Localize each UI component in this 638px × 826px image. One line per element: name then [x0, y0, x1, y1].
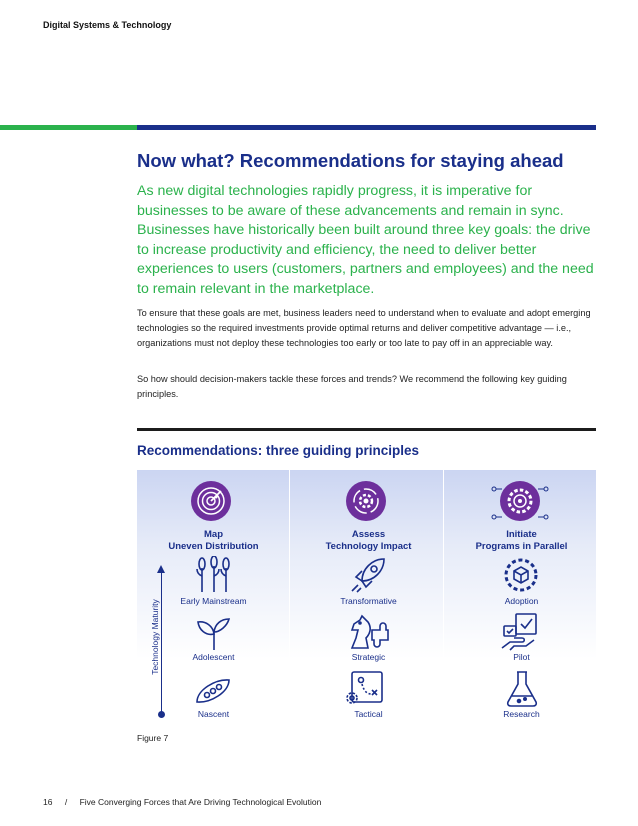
column-heading-assess — [292, 529, 445, 553]
column-heading-map — [137, 529, 290, 553]
body-paragraph-1: To ensure that these goals are met, business leaders need to understand when to evaluate and adopt emerging technologies so the required investments provide optimal returns and deliver competitive advantage — i.e., organizations must not deploy these technologies too early or too late to pay off in an appreciable way. — [137, 308, 591, 348]
page-footer — [43, 797, 321, 807]
rocket-icon — [348, 555, 388, 595]
axis-label: Technology Maturity — [150, 599, 160, 675]
column-heading-initiate — [445, 529, 598, 553]
column-heading-line1: Initiate — [506, 529, 537, 540]
document-title: Five Converging Forces that Are Driving Technological Evolution — [79, 797, 322, 807]
level-label: Adoption — [504, 596, 539, 606]
figure-top-rule — [137, 428, 596, 431]
section-header: Digital Systems & Technology — [43, 20, 172, 30]
sprout-icon — [194, 616, 234, 652]
level-label: Transformative — [340, 596, 397, 606]
column-heading-line2: Uneven Distribution — [168, 541, 259, 552]
footer-separator: / — [64, 797, 68, 807]
level-label: Research — [503, 709, 540, 719]
body-paragraph-2: So how should decision-makers tackle these forces and trends? We recommend the following key guiding principles. — [137, 374, 567, 399]
wheat-stalks-icon — [194, 556, 234, 594]
axis-line — [161, 572, 162, 714]
flask-icon — [504, 668, 540, 708]
column-heading-line2: Programs in Parallel — [475, 541, 568, 552]
column-heading-line2: Technology Impact — [325, 541, 412, 552]
seed-pod-icon — [193, 676, 233, 706]
radar-icon — [191, 481, 231, 521]
gear-box-icon — [502, 556, 540, 594]
figure-title: Recommendations: three guiding principles — [137, 443, 420, 458]
level-label: Adolescent — [192, 652, 235, 662]
checklist-hand-icon — [500, 612, 542, 652]
page-number: 16 — [43, 797, 53, 807]
column-heading-line1: Map — [204, 529, 223, 540]
tactics-board-icon — [344, 670, 388, 706]
level-label: Pilot — [513, 652, 530, 662]
chess-knight-puzzle-icon — [346, 612, 390, 652]
figure-caption: Figure 7 — [137, 733, 169, 743]
level-label: Early Mainstream — [180, 596, 247, 606]
page-title: Now what? Recommendations for staying ahead — [137, 150, 564, 171]
header-rule-blue — [137, 125, 596, 130]
gear-cycle-icon — [346, 481, 386, 521]
column-heading-line1: Assess — [351, 529, 386, 540]
lead-paragraph: As new digital technologies rapidly progress, it is imperative for businesses to be aware of these advancements and remain in sync. Businesses have historically been built around three key goals: the drive to increase productivity and efficiency, the need to deliver better experiences to users (customers, partners and employees) and the need to remain relevant in the marketplace. — [137, 183, 594, 297]
network-nodes-icon — [490, 485, 550, 521]
level-label: Tactical — [354, 709, 383, 719]
level-label: Strategic — [351, 652, 386, 662]
header-rule-green — [0, 125, 137, 130]
level-label: Nascent — [197, 709, 230, 719]
